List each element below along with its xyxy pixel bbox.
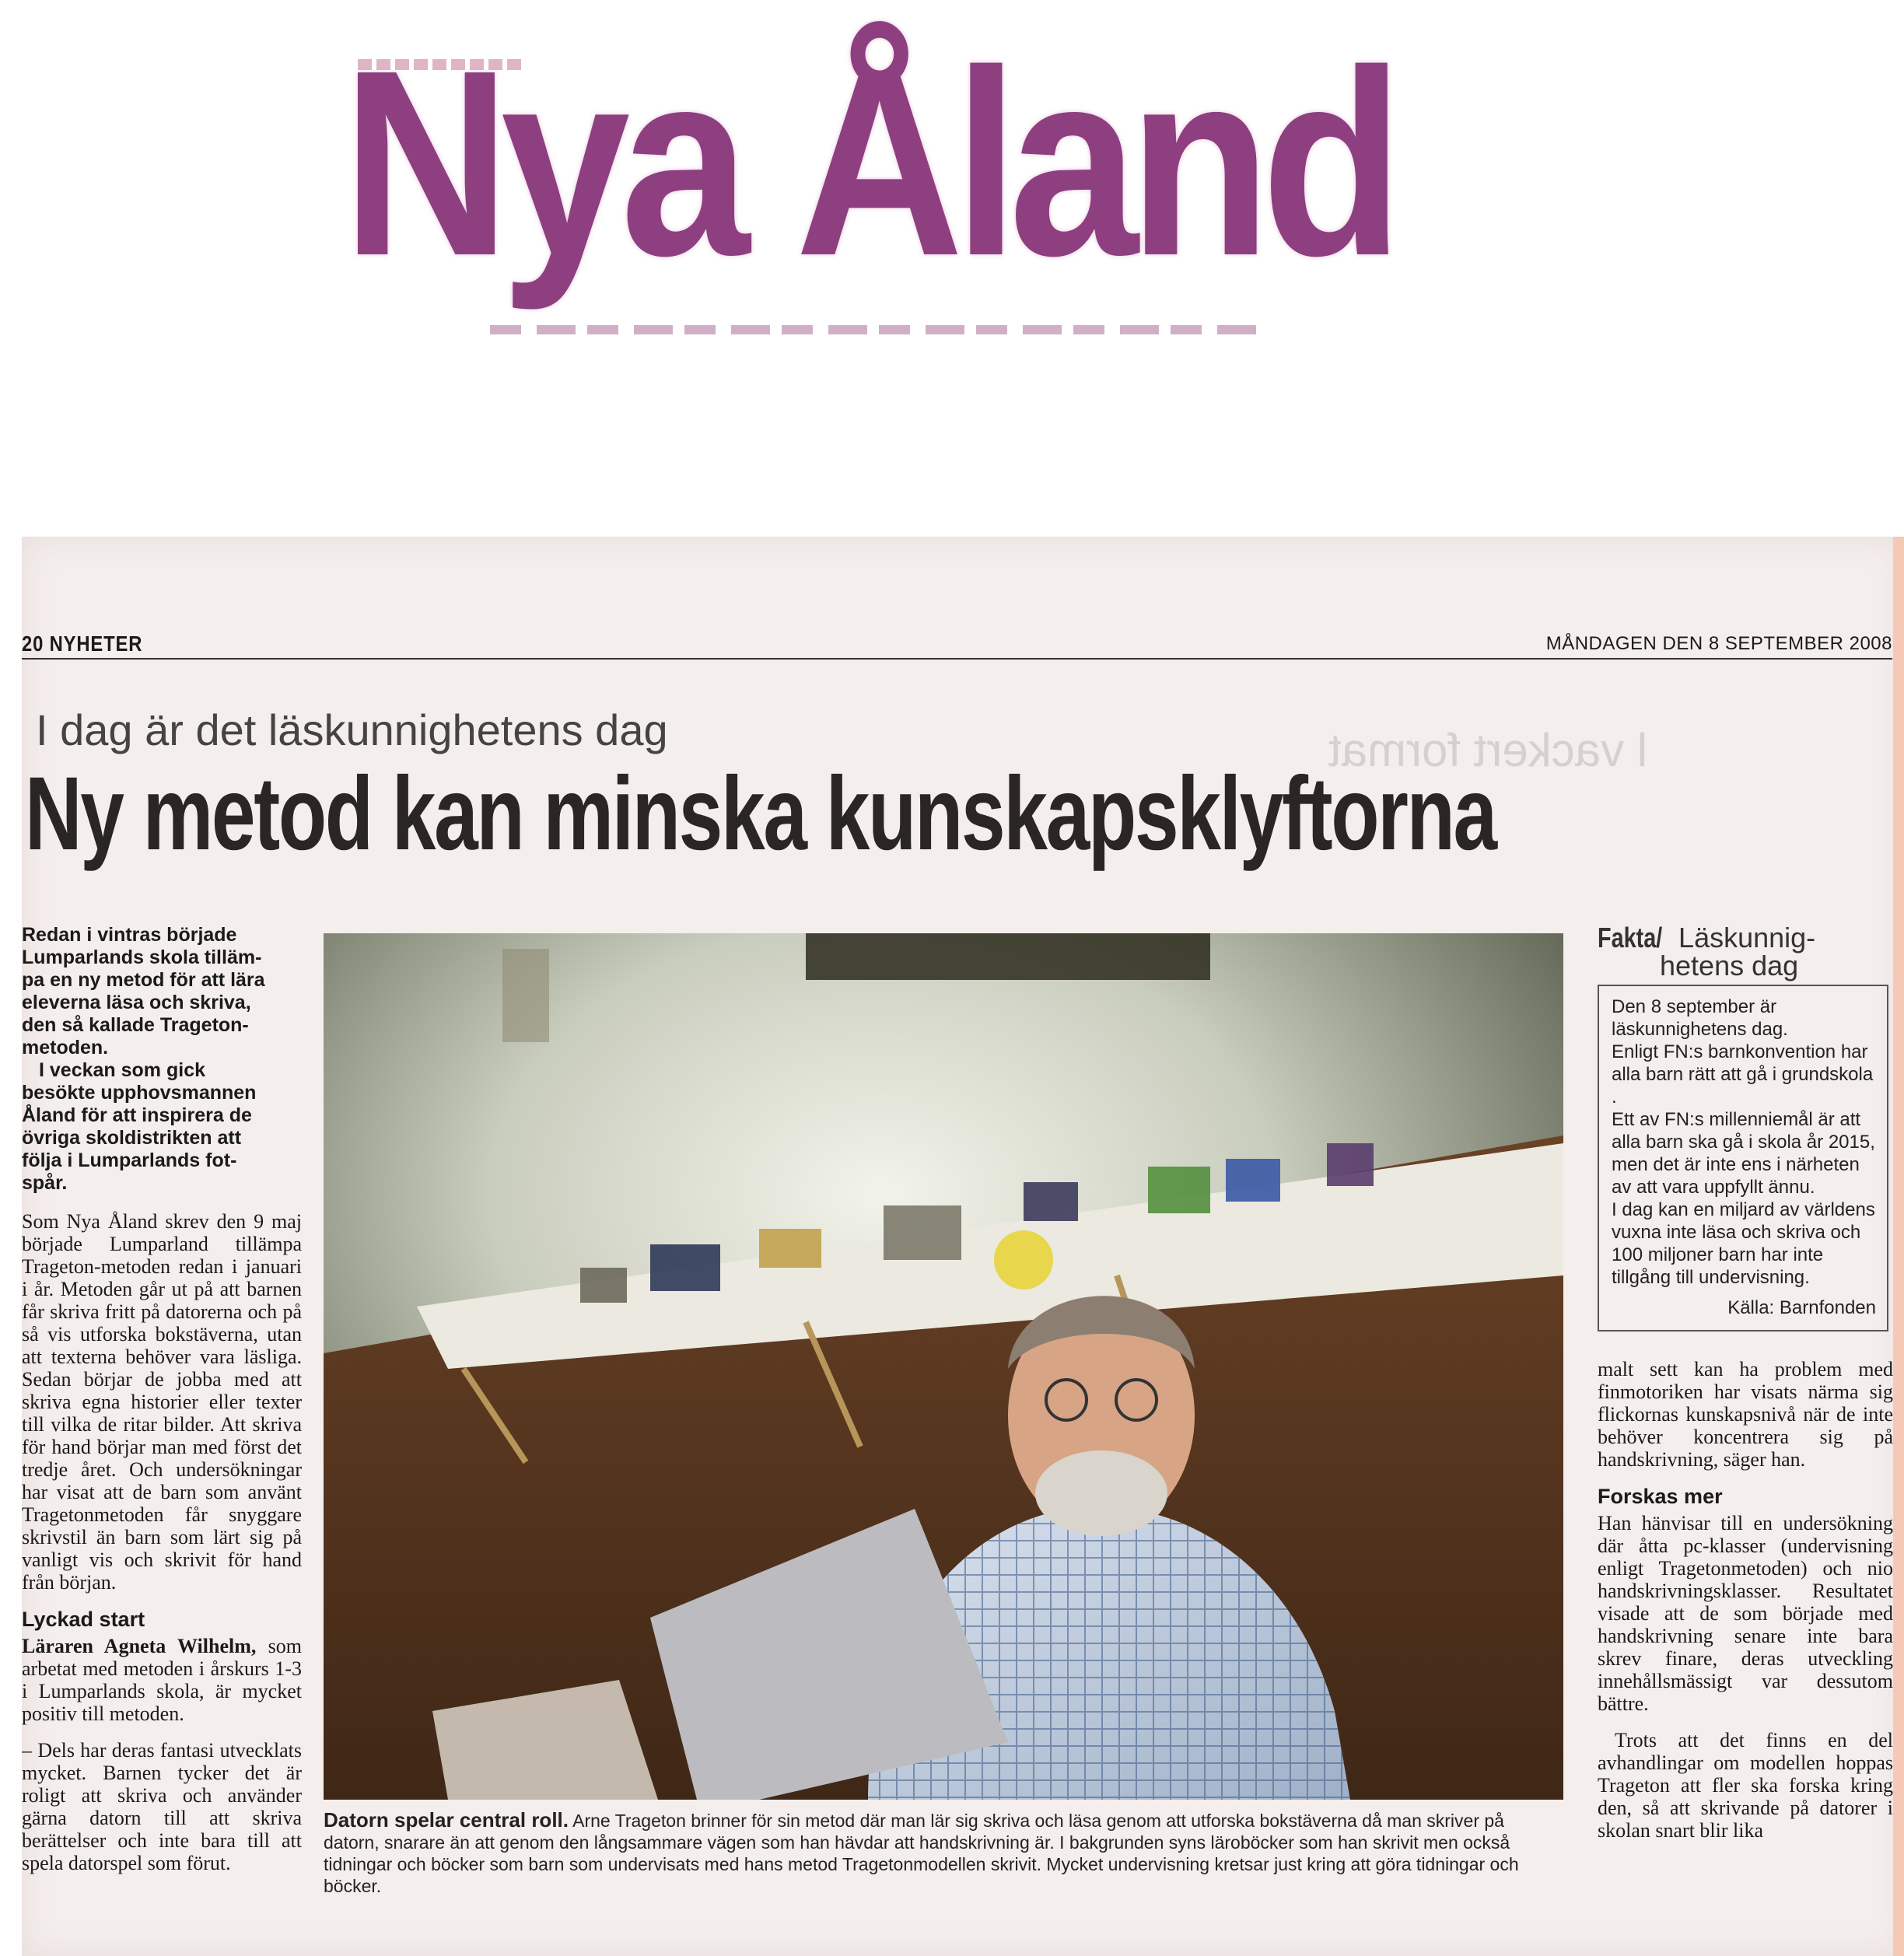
fakta-source: Källa: Barnfonden bbox=[1727, 1297, 1876, 1318]
fakta-line: Ett av FN:s millenniemål är att alla barn ska gå i skola år 2015, men det är inte ens i närheten av att vara uppfyllt ännu. bbox=[1612, 1109, 1875, 1198]
photo-caption bbox=[324, 1809, 1563, 1897]
body-paragraph: Som Nya Åland skrev den 9 maj började Lumparland tillämpa Trageton-metoden redan i januari i år. Metoden går ut på att barnen får skriva fritt på datorerna och på så vis utforska bokstäverna, utan att texterna behöver vara läsliga. Sedan börjar de jobba med att skriva egna historier eller texter till vilka de ritar bilder. Att skriva för hand börjar man med först det tredje året. Och undersökningar har visat att de barn som använt Tragetonmetoden får snyggare skrivstil än barn som lärt sig på vanligt vis och skrivit för hand från början. bbox=[22, 1210, 302, 1594]
lead-line: metoden. bbox=[22, 1037, 109, 1058]
subhead: Lyckad start bbox=[22, 1608, 145, 1631]
right-column bbox=[1598, 924, 1893, 1954]
lead-line: övriga skoldistrikten att bbox=[22, 1127, 242, 1149]
article-headline: Ny metod kan minska kunskapsklyftorna bbox=[25, 756, 1496, 872]
person-name: Läraren Agneta Wilhelm, bbox=[22, 1635, 257, 1657]
caption-lead: Datorn spelar central roll. bbox=[324, 1808, 569, 1832]
lead-line: spår. bbox=[22, 1172, 68, 1194]
lead-line: den så kallade Trageton- bbox=[22, 1014, 249, 1036]
fakta-line: Enligt FN:s barnkonvention har alla barn rätt att gå i grundskola . bbox=[1612, 1041, 1874, 1107]
fakta-line: I dag kan en miljard av världens vuxna inte läsa och skriva och 100 miljoner barn har inte tillgång till undervisning. bbox=[1612, 1199, 1875, 1288]
body-paragraph: – Dels har deras fantasi utvecklats mycket. Barnen tycker det är roligt att skriva och använder gärna datorn till att skriva berättelser och inte bara till att spela datorspel som förut. bbox=[22, 1739, 302, 1874]
show-through-text: l vackert format bbox=[1328, 724, 1648, 776]
lead-line: eleverna läsa och skriva, bbox=[22, 992, 251, 1013]
fakta-box bbox=[1598, 985, 1888, 1331]
article-photo bbox=[324, 933, 1563, 1800]
lead-line: följa i Lumparlands fot- bbox=[22, 1149, 237, 1171]
body-text: som arbetat med metoden i årskurs 1-3 i Lumparlands skola, är mycket positiv till metoden. bbox=[22, 1635, 302, 1725]
running-header bbox=[22, 632, 1892, 655]
lead-line: Lumparlands skola tilläm- bbox=[22, 947, 262, 968]
header-rule bbox=[22, 658, 1892, 660]
fakta-heading bbox=[1598, 924, 1893, 985]
article-lead bbox=[22, 924, 302, 1195]
issue-date: MÅNDAGEN DEN 8 SEPTEMBER 2008 bbox=[1545, 633, 1892, 654]
fakta-title-2: hetens dag bbox=[1660, 950, 1799, 981]
clipping-edge bbox=[1893, 537, 1904, 1956]
masthead bbox=[342, 16, 1395, 342]
fakta-label: Fakta/ bbox=[1598, 924, 1663, 954]
lead-line: Åland för att inspirera de bbox=[22, 1104, 252, 1126]
masthead-title: Nya Åland bbox=[342, 16, 1395, 311]
fakta-title-1: Läskunnig- bbox=[1678, 924, 1816, 954]
lead-line: Redan i vintras började bbox=[22, 924, 237, 946]
right-column-text bbox=[1598, 1358, 1893, 1842]
section-label: 20 NYHETER bbox=[22, 632, 143, 656]
photo-illustration bbox=[324, 933, 1563, 1800]
caption-text: Arne Trageton brinner för sin metod där man lär sig skriva och läsa genom att utforska bokstäverna då man skriver på datorn, snarare än att genom den långsammare vägen som han hävdar att handskrivning är. I bakgrunden syns läroböcker som han skrivit men också tidningar och böcker som barn som undervisats med hans metod Tragetonmodellen skrivit. Mycket undervisning kretsar just kring att göra tidningar och böcker. bbox=[324, 1811, 1519, 1896]
lead-line: I veckan som gick bbox=[39, 1059, 206, 1081]
body-paragraph: Han hänvisar till en undersökning där åtta pc-klasser (undervisning enligt Tragetonmetoden) och nio handskrivningsklasser. Resultatet visade att de som började med handskrivning senare inte bara skrev finare, deras utveckling innehållsmässigt var dessutom bättre. bbox=[1598, 1512, 1893, 1715]
lead-line: besökte upphovsmannen bbox=[22, 1082, 257, 1104]
masthead-strip-bottom bbox=[490, 325, 1268, 334]
subhead: Forskas mer bbox=[1598, 1485, 1723, 1508]
article-kicker: I dag är det läskunnighetens dag bbox=[36, 705, 668, 754]
newspaper-clipping bbox=[22, 537, 1904, 1956]
body-paragraph: malt sett kan ha problem med finmotoriken har visats närma sig flickornas kunskapsnivå när de inte behöver koncentrera sig på handskrivning, säger han. bbox=[1598, 1358, 1893, 1471]
fakta-line: Den 8 september är läskunnighetens dag. bbox=[1612, 996, 1788, 1040]
body-paragraph bbox=[22, 1635, 302, 1725]
body-paragraph: Trots att det finns en del avhandlingar om modellen hoppas Trageton att fler ska forska kring den, så att skrivande på datorer i skolan snart blir lika bbox=[1598, 1729, 1893, 1842]
left-column bbox=[22, 924, 302, 1954]
lead-line: pa en ny metod för att lära bbox=[22, 969, 265, 991]
